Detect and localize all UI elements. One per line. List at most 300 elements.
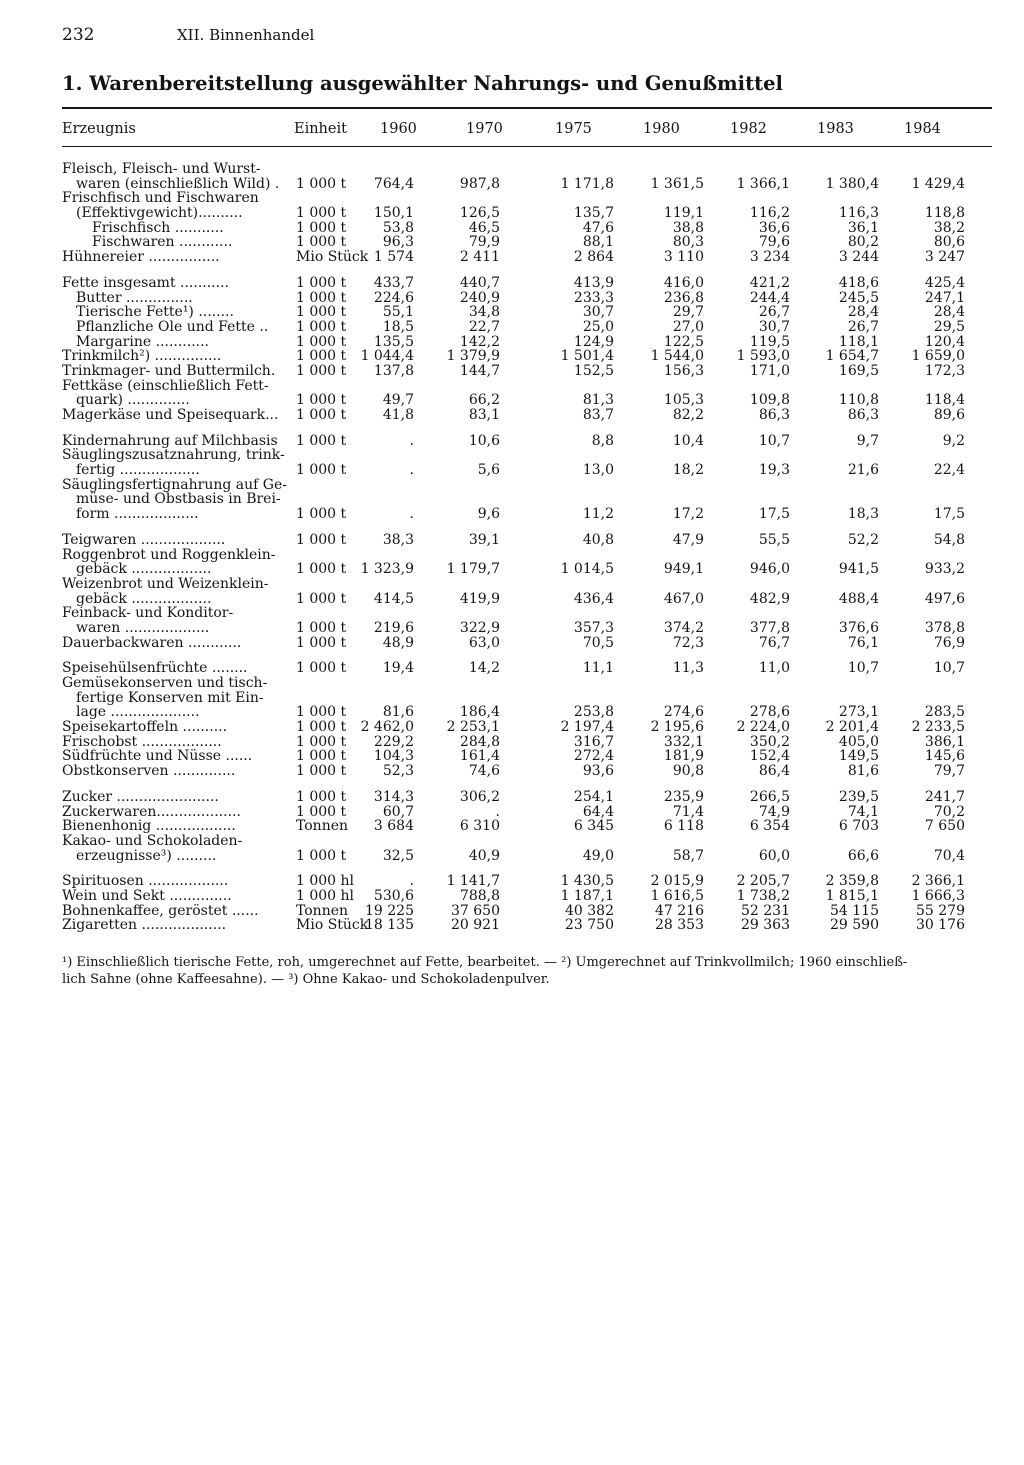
cell-value: 105,3	[663, 392, 704, 409]
row-label: Fleisch, Fleisch- und Wurst-	[62, 162, 261, 177]
cell-value: 1 574	[373, 249, 414, 266]
column-header-1982: 1982	[730, 121, 767, 137]
cell-value: 421,2	[749, 274, 790, 291]
cell-value: 1 659,0	[911, 348, 965, 365]
cell-value: 274,6	[663, 704, 704, 721]
cell-value: 63,0	[468, 634, 500, 651]
cell-value: 316,7	[573, 733, 614, 750]
row-label: Spirituosen ..................	[62, 874, 229, 889]
row-label: Frischfisch und Fischwaren	[62, 191, 259, 207]
table-row	[0, 206, 1024, 221]
table-row	[0, 463, 1024, 478]
table-row	[0, 507, 1024, 522]
cell-value: 22,7	[468, 318, 500, 335]
row-label: Gemüsekonserven und tisch-	[62, 676, 268, 691]
cell-value: 26,7	[847, 318, 879, 335]
cell-value: 41,8	[382, 407, 414, 423]
cell-value: 6 345	[573, 818, 614, 835]
cell-value: 79,6	[758, 234, 790, 251]
cell-value: 28,4	[933, 304, 965, 321]
table-row	[0, 191, 1024, 206]
cell-value: 10,6	[468, 432, 500, 449]
cell-value: 219,6	[373, 619, 414, 636]
table-row	[0, 305, 1024, 320]
column-header-1983: 1983	[817, 121, 854, 137]
table-row	[0, 291, 1024, 306]
table-row	[0, 335, 1024, 350]
cell-value: 1 171,8	[560, 175, 614, 192]
cell-value: 3 234	[749, 249, 790, 266]
cell-value: 181,9	[663, 748, 704, 765]
table-title: 1. Warenbereitstellung ausgewählter Nahrungs- und Genußmittel	[62, 72, 783, 95]
cell-value: 37 650	[451, 902, 500, 919]
row-label: Feinback- und Konditor-	[62, 606, 234, 621]
table-row	[0, 691, 1024, 706]
cell-value: 224,6	[373, 289, 414, 306]
cell-value: 1 616,5	[650, 887, 704, 904]
cell-value: 2 359,8	[825, 873, 879, 890]
cell-value: 9,2	[942, 432, 965, 449]
row-label: Säuglingszusatznahrung, trink-	[62, 448, 285, 464]
table-row	[0, 904, 1024, 919]
footnote-line: lich Sahne (ohne Kaffeesahne). — ³) Ohne Kakao- und Schokoladenpulver.	[62, 971, 550, 987]
cell-value: 1 430,5	[560, 873, 614, 890]
cell-value: 10,7	[847, 660, 879, 677]
cell-value: 38,3	[382, 531, 414, 548]
row-label: Fette insgesamt ...........	[62, 275, 229, 291]
cell-value: 53,8	[382, 219, 414, 236]
row-unit: 1 000 t	[296, 333, 347, 350]
cell-value: 497,6	[924, 590, 965, 607]
cell-value: 1 187,1	[560, 887, 614, 904]
cell-value: 116,3	[838, 205, 879, 222]
row-label: Trinkmilch²) ...............	[62, 349, 222, 364]
table-row	[0, 162, 1024, 177]
table-row	[0, 918, 1024, 933]
row-label: Trinkmager- und Buttermilch.	[62, 363, 276, 379]
cell-value: 93,6	[582, 763, 614, 780]
cell-value: 272,4	[573, 748, 614, 765]
cell-value: 38,2	[933, 219, 965, 236]
cell-value: 357,3	[573, 619, 614, 636]
cell-value: 17,5	[933, 506, 965, 523]
cell-value: 2 411	[459, 249, 500, 266]
cell-value: 378,8	[924, 619, 965, 636]
cell-value: 6 118	[663, 818, 704, 835]
table-row	[0, 364, 1024, 379]
cell-value: 987,8	[459, 175, 500, 192]
cell-value: 946,0	[749, 561, 790, 578]
cell-value: 122,5	[663, 333, 704, 350]
cell-value: 142,2	[459, 333, 500, 350]
cell-value: 32,5	[382, 847, 414, 864]
header-rule	[62, 146, 992, 147]
cell-value: 86,3	[847, 407, 879, 423]
cell-value: 54 115	[830, 902, 879, 919]
row-unit: 1 000 t	[296, 462, 347, 479]
cell-value: 74,9	[758, 803, 790, 820]
cell-value: 254,1	[573, 788, 614, 805]
table-row	[0, 562, 1024, 577]
cell-value: 74,1	[847, 803, 879, 820]
row-label: Pflanzliche Öle und Fette ..	[76, 319, 269, 335]
row-label: Zigaretten ...................	[62, 918, 227, 934]
table-row	[0, 636, 1024, 651]
row-label: Säuglingsfertignahrung auf Ge-	[62, 477, 287, 493]
row-unit: Mio Stück	[296, 249, 369, 266]
cell-value: 55,5	[758, 531, 790, 548]
cell-value: 29 590	[830, 917, 879, 934]
cell-value: 11,1	[582, 660, 614, 677]
row-unit: 1 000 t	[296, 175, 347, 192]
cell-value: 236,8	[663, 289, 704, 306]
table-row	[0, 448, 1024, 463]
cell-value: 314,3	[373, 788, 414, 805]
row-unit: 1 000 hl	[296, 887, 355, 904]
cell-value: 2 197,4	[560, 719, 614, 736]
cell-value: 34,8	[468, 304, 500, 321]
cell-value: 235,9	[663, 788, 704, 805]
cell-value: 11,3	[672, 660, 704, 677]
row-unit: 1 000 t	[296, 719, 347, 736]
row-label: Frischobst ..................	[62, 734, 222, 750]
cell-value: 1 815,1	[825, 887, 879, 904]
table-row	[0, 393, 1024, 408]
cell-value: 2 015,9	[650, 873, 704, 890]
cell-value: 2 201,4	[825, 719, 879, 736]
table-body	[0, 162, 1024, 933]
row-unit: 1 000 t	[296, 531, 347, 548]
cell-value: 26,7	[758, 304, 790, 321]
row-unit: 1 000 t	[296, 407, 347, 423]
cell-value: 416,0	[663, 274, 704, 291]
cell-value: 467,0	[663, 590, 704, 607]
page-header	[62, 25, 992, 49]
cell-value: 23 750	[565, 917, 614, 934]
footnotes	[62, 955, 1002, 988]
table-row	[0, 592, 1024, 607]
row-unit: 1 000 t	[296, 362, 347, 379]
cell-value: 83,1	[468, 407, 500, 423]
cell-value: 171,0	[749, 362, 790, 379]
cell-value: 58,7	[672, 847, 704, 864]
row-label: gebäck ..................	[76, 591, 212, 607]
table-row	[0, 434, 1024, 449]
cell-value: 6 703	[838, 818, 879, 835]
cell-value: 86,4	[758, 763, 790, 780]
row-unit: Tonnen	[296, 902, 349, 919]
footnote-line: ¹) Einschließlich tierische Fette, roh, umgerechnet auf Fette, bearbeitet. — ²) Umgerechnet auf Trinkvollmilch; 1960 einschließ-	[62, 955, 908, 970]
row-label: Wein und Sekt ..............	[62, 888, 232, 904]
row-unit: 1 000 t	[296, 590, 347, 607]
cell-value: 1 361,5	[650, 175, 704, 192]
cell-value: 1 179,7	[446, 561, 500, 578]
cell-value: 28 353	[655, 917, 704, 934]
cell-value: 70,5	[582, 634, 614, 651]
cell-value: 152,4	[749, 748, 790, 765]
row-unit: 1 000 hl	[296, 873, 355, 890]
table-row	[0, 849, 1024, 864]
cell-value: 150,1	[373, 205, 414, 222]
cell-value: 18,5	[382, 318, 414, 335]
cell-value: 110,8	[838, 392, 879, 409]
cell-value: 19,3	[758, 462, 790, 479]
row-unit: 1 000 t	[296, 274, 347, 291]
cell-value: 145,6	[924, 748, 965, 765]
row-label: Roggenbrot und Roggenklein-	[62, 547, 276, 563]
table-row	[0, 235, 1024, 250]
table-row	[0, 874, 1024, 889]
cell-value: 6 310	[459, 818, 500, 835]
cell-value: 419,9	[459, 590, 500, 607]
cell-value: 8,8	[591, 432, 614, 449]
row-unit: 1 000 t	[296, 561, 347, 578]
table-row	[0, 720, 1024, 735]
cell-value: 247,1	[924, 289, 965, 306]
cell-value: 10,7	[758, 432, 790, 449]
row-label: Bienenhonig ..................	[62, 819, 236, 834]
cell-value: 81,6	[382, 704, 414, 721]
cell-value: .	[409, 432, 414, 449]
column-header-1984: 1984	[904, 121, 941, 137]
cell-value: 933,2	[924, 561, 965, 578]
table-row	[0, 478, 1024, 493]
row-unit: 1 000 t	[296, 318, 347, 335]
cell-value: 27,0	[672, 318, 704, 335]
cell-value: 186,4	[459, 704, 500, 721]
cell-value: 2 253,1	[446, 719, 500, 736]
cell-value: 30,7	[582, 304, 614, 321]
cell-value: .	[495, 803, 500, 820]
row-label: fertig ..................	[76, 463, 200, 478]
table-row	[0, 805, 1024, 820]
row-unit: 1 000 t	[296, 432, 347, 449]
cell-value: 48,9	[382, 634, 414, 651]
cell-value: 19 225	[365, 902, 414, 919]
row-label: Fettkäse (einschließlich Fett-	[62, 378, 269, 394]
row-label: Butter ...............	[76, 290, 193, 306]
cell-value: 322,9	[459, 619, 500, 636]
row-unit: 1 000 t	[296, 660, 347, 677]
cell-value: 39,1	[468, 531, 500, 548]
cell-value: 240,9	[459, 289, 500, 306]
table-row	[0, 705, 1024, 720]
table-row	[0, 819, 1024, 834]
row-label: Südfrüchte und Nüsse ......	[62, 749, 253, 765]
table-row	[0, 749, 1024, 764]
cell-value: 55 279	[916, 902, 965, 919]
cell-value: 104,3	[373, 748, 414, 765]
cell-value: 40 382	[565, 902, 614, 919]
cell-value: 332,1	[663, 733, 704, 750]
table-row	[0, 735, 1024, 750]
cell-value: 482,9	[749, 590, 790, 607]
cell-value: 47 216	[655, 902, 704, 919]
cell-value: 3 247	[924, 249, 965, 266]
cell-value: 949,1	[663, 561, 704, 578]
table-row	[0, 621, 1024, 636]
cell-value: 18,2	[672, 462, 704, 479]
row-label: Dauerbackwaren ............	[62, 635, 242, 651]
cell-value: 25,0	[582, 318, 614, 335]
cell-value: 47,9	[672, 531, 704, 548]
cell-value: 283,5	[924, 704, 965, 721]
cell-value: 79,7	[933, 763, 965, 780]
row-unit: 1 000 t	[296, 234, 347, 251]
cell-value: 418,6	[838, 274, 879, 291]
row-label: Hühnereier ................	[62, 250, 220, 265]
cell-value: 3 684	[373, 818, 414, 835]
cell-value: 79,9	[468, 234, 500, 251]
row-unit: 1 000 t	[296, 763, 347, 780]
cell-value: 405,0	[838, 733, 879, 750]
table-row	[0, 177, 1024, 192]
cell-value: 55,1	[382, 304, 414, 321]
cell-value: 229,2	[373, 733, 414, 750]
cell-value: 109,8	[749, 392, 790, 409]
cell-value: 49,7	[382, 392, 414, 409]
cell-value: 169,5	[838, 362, 879, 379]
cell-value: 2 224,0	[736, 719, 790, 736]
cell-value: 60,0	[758, 847, 790, 864]
cell-value: 60,7	[382, 803, 414, 820]
table-row	[0, 764, 1024, 779]
cell-value: 49,0	[582, 847, 614, 864]
cell-value: 3 110	[663, 249, 704, 266]
cell-value: 30,7	[758, 318, 790, 335]
column-header-1970: 1970	[466, 121, 503, 137]
row-label: Margarine ............	[76, 334, 210, 350]
cell-value: 52,2	[847, 531, 879, 548]
cell-value: 239,5	[838, 788, 879, 805]
row-label: Frischfisch ...........	[92, 220, 224, 236]
column-header-1960: 1960	[380, 121, 417, 137]
row-label: Zuckerwaren...................	[62, 804, 241, 820]
cell-value: 10,7	[933, 660, 965, 677]
cell-value: .	[409, 506, 414, 523]
row-unit: 1 000 t	[296, 748, 347, 765]
cell-value: 2 864	[573, 249, 614, 266]
cell-value: 7 650	[924, 818, 965, 835]
cell-value: 118,1	[838, 333, 879, 350]
cell-value: 941,5	[838, 561, 879, 578]
row-unit: 1 000 t	[296, 219, 347, 236]
cell-value: 20 921	[451, 917, 500, 934]
row-label: gebäck ..................	[76, 562, 212, 577]
row-unit: Mio Stück	[296, 917, 369, 934]
row-label: Obstkonserven ..............	[62, 764, 236, 779]
row-unit: 1 000 t	[296, 392, 347, 409]
table-row	[0, 606, 1024, 621]
cell-value: 135,7	[573, 205, 614, 222]
cell-value: 30 176	[916, 917, 965, 934]
cell-value: 2 462,0	[360, 719, 414, 736]
cell-value: 40,8	[582, 531, 614, 548]
cell-value: 1 738,2	[736, 887, 790, 904]
cell-value: 52,3	[382, 763, 414, 780]
cell-value: 488,4	[838, 590, 879, 607]
row-unit: 1 000 t	[296, 788, 347, 805]
row-label: Speisehülsenfrüchte ........	[62, 661, 248, 677]
cell-value: 1 666,3	[911, 887, 965, 904]
cell-value: 18 135	[365, 917, 414, 934]
cell-value: 273,1	[838, 704, 879, 721]
cell-value: 36,1	[847, 219, 879, 236]
cell-value: 306,2	[459, 788, 500, 805]
table-row	[0, 276, 1024, 291]
cell-value: 172,3	[924, 362, 965, 379]
cell-value: 284,8	[459, 733, 500, 750]
cell-value: 71,4	[672, 803, 704, 820]
cell-value: 377,8	[749, 619, 790, 636]
column-header-einheit: Einheit	[294, 121, 347, 137]
row-unit: 1 000 t	[296, 348, 347, 365]
cell-value: 350,2	[749, 733, 790, 750]
cell-value: 17,2	[672, 506, 704, 523]
cell-value: 86,3	[758, 407, 790, 423]
cell-value: 21,6	[847, 462, 879, 479]
cell-value: 119,5	[749, 333, 790, 350]
row-label: waren ...................	[76, 620, 210, 636]
row-label: quark) ..............	[76, 393, 190, 409]
cell-value: 17,5	[758, 506, 790, 523]
row-label: Fischwaren ............	[92, 235, 233, 251]
cell-value: 233,3	[573, 289, 614, 306]
row-unit: 1 000 t	[296, 304, 347, 321]
row-unit: 1 000 t	[296, 733, 347, 750]
row-label: Tierische Fette¹) ........	[76, 305, 234, 320]
cell-value: 81,6	[847, 763, 879, 780]
cell-value: 18,3	[847, 506, 879, 523]
cell-value: 278,6	[749, 704, 790, 721]
table-row	[0, 320, 1024, 335]
cell-value: 80,6	[933, 234, 965, 251]
row-label: Bohnenkaffee, geröstet ......	[62, 903, 259, 919]
cell-value: 241,7	[924, 788, 965, 805]
cell-value: 28,4	[847, 304, 879, 321]
cell-value: 70,2	[933, 803, 965, 820]
cell-value: 118,4	[924, 392, 965, 409]
cell-value: 120,4	[924, 333, 965, 350]
table-row	[0, 834, 1024, 849]
cell-value: 66,2	[468, 392, 500, 409]
cell-value: 1 379,9	[446, 348, 500, 365]
cell-value: 13,0	[582, 462, 614, 479]
cell-value: 54,8	[933, 531, 965, 548]
cell-value: 11,0	[758, 660, 790, 677]
cell-value: .	[409, 873, 414, 890]
cell-value: 1 044,4	[360, 348, 414, 365]
cell-value: 74,6	[468, 763, 500, 780]
cell-value: 80,3	[672, 234, 704, 251]
cell-value: 1 544,0	[650, 348, 704, 365]
cell-value: 1 141,7	[446, 873, 500, 890]
cell-value: 530,6	[373, 887, 414, 904]
cell-value: 2 205,7	[736, 873, 790, 890]
cell-value: 425,4	[924, 274, 965, 291]
cell-value: 29 363	[741, 917, 790, 934]
cell-value: 64,4	[582, 803, 614, 820]
cell-value: 14,2	[468, 660, 500, 677]
cell-value: 119,1	[663, 205, 704, 222]
cell-value: 1 429,4	[911, 175, 965, 192]
row-label: Magerkäse und Speisequark...	[62, 408, 279, 423]
cell-value: 1 366,1	[736, 175, 790, 192]
table-row	[0, 548, 1024, 563]
running-title: XII. Binnenhandel	[177, 26, 315, 44]
table-row	[0, 408, 1024, 423]
row-label: fertige Konserven mit Ein-	[76, 690, 264, 706]
